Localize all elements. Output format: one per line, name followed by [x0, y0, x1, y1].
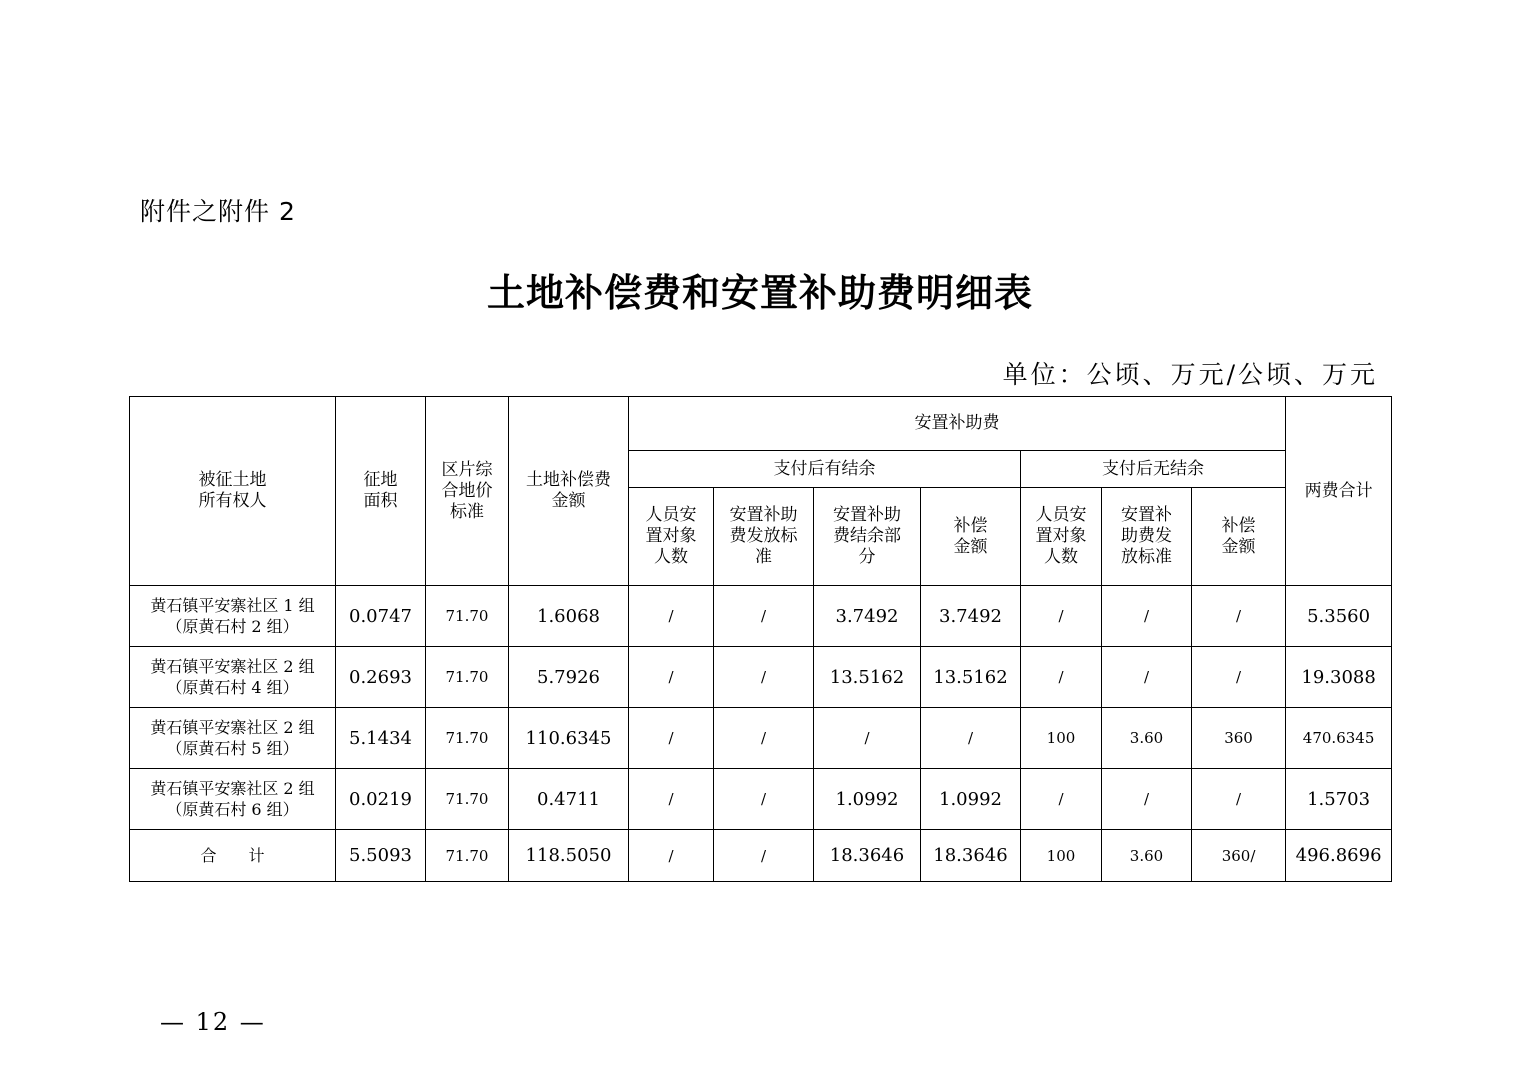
total-cell: 470.6345 — [1286, 708, 1392, 769]
no-surplus-comp-cell: / — [1192, 647, 1286, 708]
header-surplus-compensation — [921, 488, 1021, 586]
surplus-remainder-cell: 18.3646 — [814, 830, 921, 882]
total-cell: 5.3560 — [1286, 586, 1392, 647]
header-line: 分 — [858, 547, 876, 567]
sum-label-cell: 合 计 — [130, 830, 336, 882]
price-cell: 71.70 — [426, 769, 509, 830]
price-cell: 71.70 — [426, 708, 509, 769]
no-surplus-comp-cell: 360 — [1192, 708, 1286, 769]
header-line: 补偿 — [1221, 515, 1256, 536]
surplus-comp-cell: / — [921, 708, 1021, 769]
page-number: — 12 — — [160, 1008, 266, 1036]
area-cell: 5.1434 — [336, 708, 426, 769]
total-cell: 1.5703 — [1286, 769, 1392, 830]
header-line: 金额 — [953, 536, 988, 557]
no-surplus-people-cell: 100 — [1021, 830, 1102, 882]
price-cell: 71.70 — [426, 830, 509, 882]
no-surplus-standard-cell: / — [1102, 586, 1192, 647]
unit-note: 单位：公顷、万元/公顷、万元 — [1002, 360, 1378, 389]
no-surplus-standard-cell: / — [1102, 769, 1192, 830]
header-no-surplus-group: 支付后无结余 — [1021, 451, 1286, 488]
header-line: 补偿 — [953, 515, 988, 536]
area-cell: 5.5093 — [336, 830, 426, 882]
surplus-standard-cell: / — [714, 586, 814, 647]
no-surplus-standard-cell: / — [1102, 647, 1192, 708]
header-line: 人员安 — [645, 505, 697, 525]
price-cell: 71.70 — [426, 647, 509, 708]
header-line: 人数 — [1044, 547, 1078, 567]
owner-line: （原黄石村 4 组） — [166, 678, 299, 697]
header-price-line: 区片综 — [441, 459, 493, 480]
owner-cell — [130, 586, 336, 647]
header-line: 费发放标 — [729, 526, 798, 546]
no-surplus-people-cell: / — [1021, 586, 1102, 647]
no-surplus-comp-cell: / — [1192, 586, 1286, 647]
no-surplus-people-cell: / — [1021, 769, 1102, 830]
surplus-comp-cell: 13.5162 — [921, 647, 1021, 708]
owner-line: （原黄石村 6 组） — [166, 800, 299, 819]
surplus-comp-cell: 1.0992 — [921, 769, 1021, 830]
header-surplus-group: 支付后有结余 — [629, 451, 1021, 488]
area-cell: 0.0219 — [336, 769, 426, 830]
surplus-standard-cell: / — [714, 830, 814, 882]
header-no-surplus-standard — [1102, 488, 1192, 586]
surplus-standard-cell: / — [714, 769, 814, 830]
header-no-surplus-compensation — [1192, 488, 1286, 586]
header-line: 置对象 — [645, 526, 697, 546]
header-resettlement-group: 安置补助费 — [629, 397, 1286, 451]
header-surplus-people — [629, 488, 714, 586]
header-line: 安置补助 — [833, 505, 901, 525]
owner-line: 黄石镇平安寨社区 1 组 — [150, 596, 315, 615]
header-total: 两费合计 — [1286, 397, 1392, 586]
header-price-standard — [426, 397, 509, 586]
land-comp-cell: 5.7926 — [509, 647, 629, 708]
area-cell: 0.0747 — [336, 586, 426, 647]
header-line: 准 — [755, 547, 772, 567]
owner-line: 黄石镇平安寨社区 2 组 — [150, 657, 315, 676]
owner-line: （原黄石村 2 组） — [166, 617, 299, 636]
header-line: 置对象 — [1035, 526, 1087, 546]
owner-cell — [130, 769, 336, 830]
no-surplus-standard-cell: 3.60 — [1102, 830, 1192, 882]
table-row — [130, 708, 1392, 769]
surplus-remainder-cell: 3.7492 — [814, 586, 921, 647]
price-cell: 71.70 — [426, 586, 509, 647]
header-price-line: 合地价 — [441, 480, 493, 501]
surplus-remainder-cell: 13.5162 — [814, 647, 921, 708]
land-comp-cell: 1.6068 — [509, 586, 629, 647]
table-row — [130, 586, 1392, 647]
surplus-people-cell: / — [629, 586, 714, 647]
surplus-people-cell: / — [629, 830, 714, 882]
total-cell: 19.3088 — [1286, 647, 1392, 708]
header-land-compensation — [509, 397, 629, 586]
owner-line: 黄石镇平安寨社区 2 组 — [150, 718, 315, 737]
no-surplus-people-cell: 100 — [1021, 708, 1102, 769]
land-comp-cell: 0.4711 — [509, 769, 629, 830]
header-surplus-standard — [714, 488, 814, 586]
header-line: 放标准 — [1121, 547, 1172, 567]
no-surplus-standard-cell: 3.60 — [1102, 708, 1192, 769]
header-surplus-remainder — [814, 488, 921, 586]
surplus-remainder-cell: 1.0992 — [814, 769, 921, 830]
surplus-remainder-cell: / — [814, 708, 921, 769]
owner-cell — [130, 708, 336, 769]
surplus-standard-cell: / — [714, 708, 814, 769]
table-row — [130, 769, 1392, 830]
total-cell: 496.8696 — [1286, 830, 1392, 882]
header-area-line: 征地 — [363, 470, 398, 490]
header-area — [336, 397, 426, 586]
document-title: 土地补偿费和安置补助费明细表 — [486, 270, 1033, 315]
header-price-line: 标准 — [450, 501, 484, 522]
land-comp-cell: 110.6345 — [509, 708, 629, 769]
header-line: 安置补助 — [729, 505, 798, 525]
land-comp-cell: 118.5050 — [509, 830, 629, 882]
owner-line: （原黄石村 5 组） — [166, 739, 299, 758]
header-land-comp-line: 金额 — [551, 491, 586, 511]
header-area-line: 面积 — [363, 491, 398, 511]
surplus-people-cell: / — [629, 769, 714, 830]
owner-cell — [130, 647, 336, 708]
header-owner-line: 所有权人 — [198, 491, 267, 511]
sum-row — [130, 830, 1392, 882]
header-line: 费结余部 — [833, 526, 901, 546]
surplus-comp-cell: 18.3646 — [921, 830, 1021, 882]
header-line: 助费发 — [1121, 526, 1172, 546]
header-owner — [130, 397, 336, 586]
header-line: 人数 — [654, 547, 688, 567]
no-surplus-comp-cell: 360/ — [1192, 830, 1286, 882]
no-surplus-people-cell: / — [1021, 647, 1102, 708]
header-line: 安置补 — [1121, 505, 1172, 525]
header-line: 人员安 — [1035, 505, 1087, 525]
attachment-label: 附件之附件 2 — [140, 197, 296, 226]
header-land-comp-line: 土地补偿费 — [526, 470, 611, 490]
compensation-detail-table — [129, 396, 1392, 882]
owner-line: 黄石镇平安寨社区 2 组 — [150, 779, 315, 798]
header-owner-line: 被征土地 — [198, 470, 267, 490]
table-row — [130, 647, 1392, 708]
surplus-people-cell: / — [629, 708, 714, 769]
surplus-people-cell: / — [629, 647, 714, 708]
surplus-comp-cell: 3.7492 — [921, 586, 1021, 647]
area-cell: 0.2693 — [336, 647, 426, 708]
header-line: 金额 — [1221, 536, 1256, 557]
no-surplus-comp-cell: / — [1192, 769, 1286, 830]
header-no-surplus-people — [1021, 488, 1102, 586]
surplus-standard-cell: / — [714, 647, 814, 708]
